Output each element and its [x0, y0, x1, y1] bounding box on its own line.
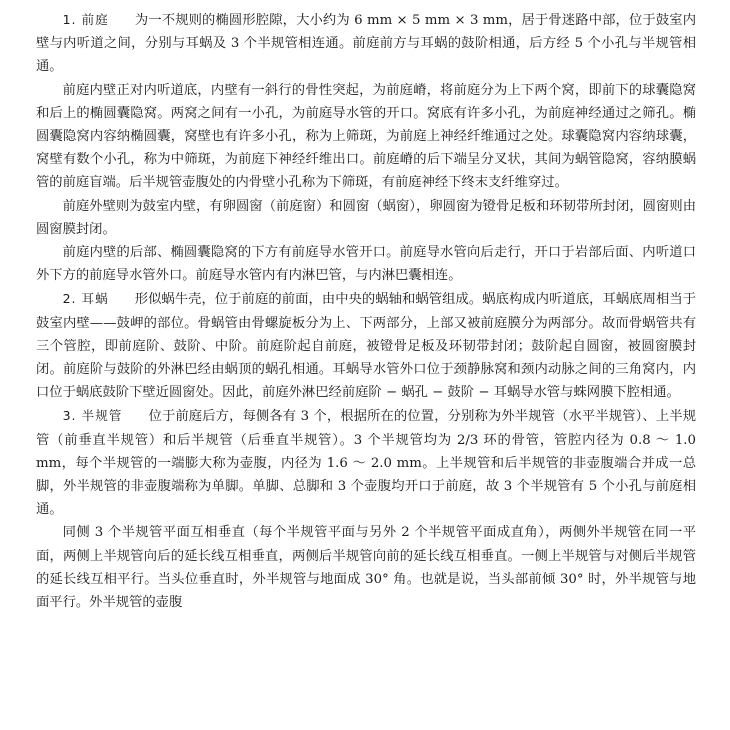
paragraph-semicircular-canals — [36, 404, 696, 521]
section-heading-semicircular-canals: 3. 半规管 — [62, 408, 123, 424]
paragraph-vestibule-inner-wall: 前庭内壁正对内听道底，内壁有一斜行的骨性突起，为前庭嵴，将前庭分为上下两个窝，即前下的球囊隐窝和后上的椭圆囊隐窝。两窝之间有一小孔，为前庭导水管的开口。窝底有许多小孔，为前庭神经通过之筛孔。椭圆囊隐窝内容纳椭圆囊，窝壁也有许多小孔，称为上筛斑，为前庭上神经纤维通过之处。球囊隐窝内容纳球囊，窝壁有数个小孔，称为中筛斑，为前庭下神经纤维出口。前庭嵴的后下端呈分叉状，其间为蜗管隐窝，容纳膜蜗管的前庭盲端。后半规管壶腹处的内骨壁小孔称为下筛斑，有前庭神经下终末支纤维穿过。 — [36, 82, 696, 191]
paragraph-cochlea — [36, 287, 696, 404]
paragraph-vestibular-aqueduct: 前庭内壁的后部、椭圆囊隐窝的下方有前庭导水管开口。前庭导水管向后走行，开口于岩部后面、内听道口外下方的前庭导水管外口。前庭导水管内有内淋巴管，与内淋巴囊相连。 — [36, 245, 696, 284]
paragraph-canal-planes: 同侧 3 个半规管平面互相垂直（每个半规管平面与另外 2 个半规管平面成直角），两侧外半规管在同一平面，两侧上半规管向后的延长线互相垂直，两侧后半规管向前的延长线互相垂直。一侧上半规管与对侧后半规管的延长线互相平行。当头位垂直时，外半规管与地面成 30° 角。也就是说，当头部前倾 30° 时，外半规管与地面平行。外半规管的壶腹 — [36, 525, 696, 611]
paragraph-text: 形似蜗牛壳，位于前庭的前面，由中央的蜗轴和蜗管组成。蜗底构成内听道底，耳蜗底周相当于鼓室内壁——鼓岬的部位。骨蜗管由骨螺旋板分为上、下两部分，上部又被前庭膜分为两部分。故而骨蜗管共有三个管腔，即前庭阶、鼓阶、中阶。前庭阶起自前庭，被镫骨足板及环韧带封闭；鼓阶起自圆窗，被圆窗膜封闭。前庭阶与鼓阶的外淋巴经由蜗顶的蜗孔相通。耳蜗导水管外口位于颈静脉窝和颈内动脉之间的三角窝内，内口位于蜗底鼓阶下壁近圆窗处。因此，前庭外淋巴经前庭阶 − 蜗孔 − 鼓阶 − 耳蜗导水管与蛛网膜下腔相通。 — [36, 292, 696, 401]
document-page — [36, 8, 696, 614]
paragraph-vestibule-outer-wall: 前庭外壁则为鼓室内壁，有卵圆窗（前庭窗）和圆窗（蜗窗），卵圆窗为镫骨足板和环韧带所封闭，圆窗则由圆窗膜封闭。 — [36, 198, 696, 237]
section-heading-cochlea: 2. 耳蜗 — [62, 291, 109, 307]
paragraph-text: 位于前庭后方，每侧各有 3 个，根据所在的位置，分别称为外半规管（水平半规管）、上半规管（前垂直半规管）和后半规管（后垂直半规管）。3 个半规管均为 2/3 环的骨管，管腔内径为 0.8 ～ 1.0 mm，每个半规管的一端膨大称为壶腹，内径为 1.6 ～ 2.0 mm。上半规管和后半规管的非壶腹端合并成一总脚，外半规管的非壶腹端称为单脚。单脚、总脚和 3 个壶腹均开口于前庭，故 3 个半规管有 5 个小孔与前庭相通。 — [36, 409, 696, 518]
paragraph-vestibule-intro — [36, 8, 696, 79]
paragraph-text: 为一不规则的椭圆形腔隙，大小约为 6 mm × 5 mm × 3 mm，居于骨迷路中部，位于鼓室内壁与内听道之间，分别与耳蜗及 3 个半规管相连通。前庭前方与耳蜗的鼓阶相通，后方经 5 个小孔与半规管相通。 — [36, 13, 696, 75]
section-heading-vestibule: 1. 前庭 — [62, 12, 109, 27]
